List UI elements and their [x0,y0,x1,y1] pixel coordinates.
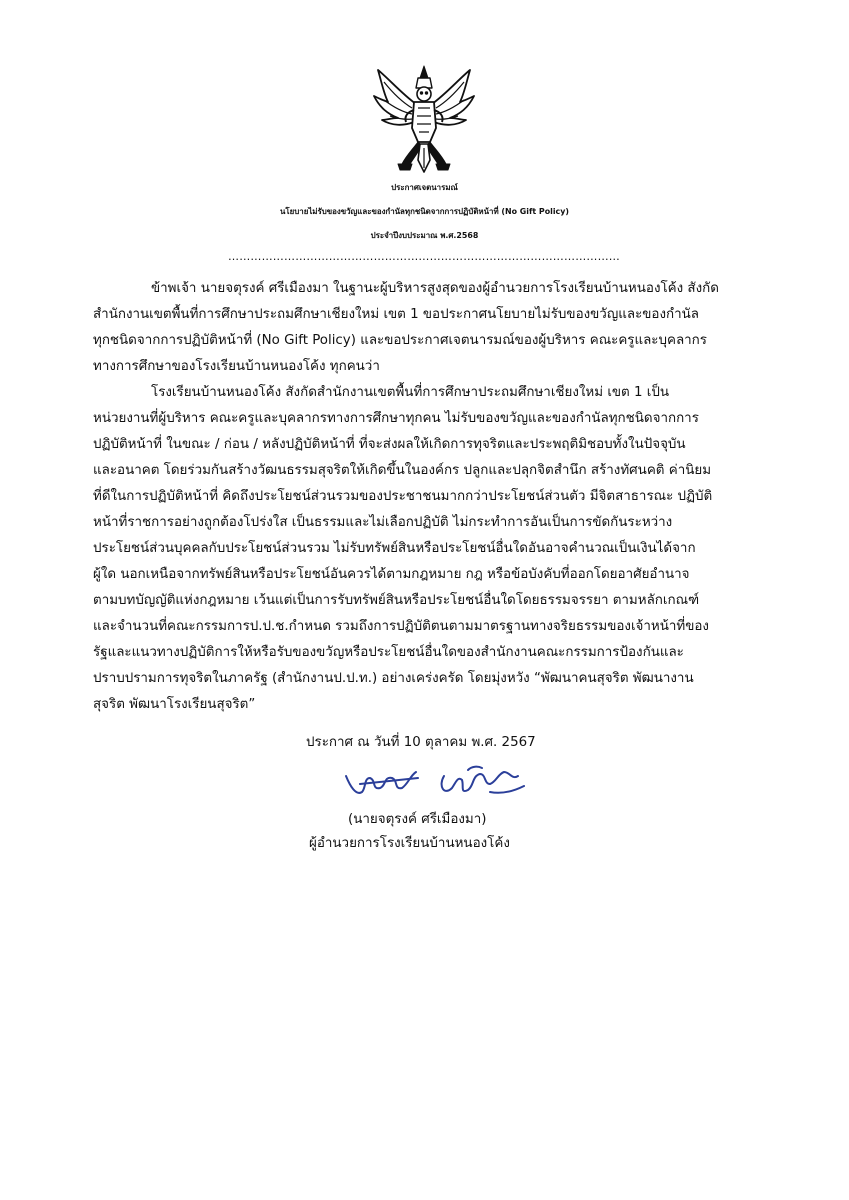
announcement-date: ประกาศ ณ วันที่ 10 ตุลาคม พ.ศ. 2567 [306,735,536,750]
paragraph-line: ที่ดีในการปฏิบัติหน้าที่ คิดถึงประโยชน์ส่วนรวมของประชาชนมากกว่าประโยชน์ส่วนตัว มีจิตสาธารณะ ปฏิบัติ [93,489,713,504]
paragraph-line: ผู้ใด นอกเหนือจากทรัพย์สินหรือประโยชน์อันควรได้ตามกฎหมาย กฎ หรือข้อบังคับที่ออกโดยอาศัยอำนาจ [93,567,690,582]
paragraph-line: ทุกชนิดจากการปฏิบัติหน้าที่ (No Gift Policy) และขอประกาศเจตนารมณ์ของผู้บริหาร คณะครูและบุคลากร [93,333,707,348]
paragraph-line: โรงเรียนบ้านหนองโค้ง สังกัดสำนักงานเขตพื้นที่การศึกษาประถมศึกษาเชียงใหม่ เขต 1 เป็น [151,385,670,400]
signer-name: (นายจตุรงค์ ศรีเมืองมา) [348,812,487,827]
paragraph-line: ข้าพเจ้า นายจตุรงค์ ศรีเมืองมา ในฐานะผู้บริหารสูงสุดของผู้อำนวยการโรงเรียนบ้านหนองโค้ง สังกัด [151,281,719,296]
paragraph-line: สุจริต พัฒนาโรงเรียนสุจริต” [93,697,256,712]
paragraph-line: หน้าที่ราชการอย่างถูกต้องโปร่งใส เป็นธรรมและไม่เลือกปฏิบัติ ไม่กระทำการอันเป็นการขัดกันระหว่าง [93,515,673,530]
paragraph-line: ปราบปรามการทุจริตในภาครัฐ (สำนักงานป.ป.ท.) อย่างเคร่งครัด โดยมุ่งหวัง “พัฒนาคนสุจริต พัฒนางาน [93,671,694,686]
paragraph-line: หน่วยงานที่ผู้บริหาร คณะครูและบุคลากรทางการศึกษาทุกคน ไม่รับของขวัญและของกำนัลทุกชนิดจากการ [93,411,699,426]
dotted-separator: …………………………………………………………………………………………… [228,252,620,262]
paragraph-line: ตามบทบัญญัติแห่งกฎหมาย เว้นแต่เป็นการรับทรัพย์สินหรือประโยชน์อื่นใดโดยธรรมจรรยา ตามหลักเกณฑ์ [93,593,700,608]
paragraph-line: และจำนวนที่คณะกรรมการป.ป.ช.กำหนด รวมถึงการปฏิบัติตนตามมาตรฐานทางจริยธรรมของเจ้าหน้าที่ของ [93,619,709,634]
paragraph-line: ทางการศึกษาของโรงเรียนบ้านหนองโค้ง ทุกคนว่า [93,359,380,374]
paragraph-line: และอนาคต โดยร่วมกันสร้างวัฒนธรรมสุจริตให้เกิดขึ้นในองค์กร ปลูกและปลุกจิตสำนึก สร้างทัศนคติ ค่านิยม [93,463,712,478]
paragraph-line: สำนักงานเขตพื้นที่การศึกษาประถมศึกษาเชียงใหม่ เขต 1 ขอประกาศนโยบายไม่รับของขวัญและของกำนัล [93,307,699,322]
paragraph-line: รัฐและแนวทางปฏิบัติการให้หรือรับของขวัญหรือประโยชน์อื่นใดของสำนักงานคณะกรรมการป้องกันและ [93,645,684,660]
garuda-emblem-icon [372,64,476,176]
fiscal-year-heading: ประจำปีงบประมาณ พ.ศ.2568 [370,231,479,240]
paragraph-line: ปฏิบัติหน้าที่ ในขณะ / ก่อน / หลังปฏิบัติหน้าที่ ที่จะส่งผลให้เกิดการทุจริตและประพฤติมิชอบทั้งในปัจจุบัน [93,437,686,452]
paragraph-line: ประโยชน์ส่วนบุคคลกับประโยชน์ส่วนรวม ไม่รับทรัพย์สินหรือประโยชน์อื่นใดอันอาจคำนวณเป็นเงินได้จาก [93,541,696,556]
handwritten-signature [340,762,530,806]
signer-position: ผู้อำนวยการโรงเรียนบ้านหนองโค้ง [309,836,510,851]
document-subtitle: นโยบายไม่รับของขวัญและของกำนัลทุกชนิดจากการปฏิบัติหน้าที่ (No Gift Policy) [280,207,569,216]
document-title: ประกาศเจตนารมณ์ [391,183,458,192]
